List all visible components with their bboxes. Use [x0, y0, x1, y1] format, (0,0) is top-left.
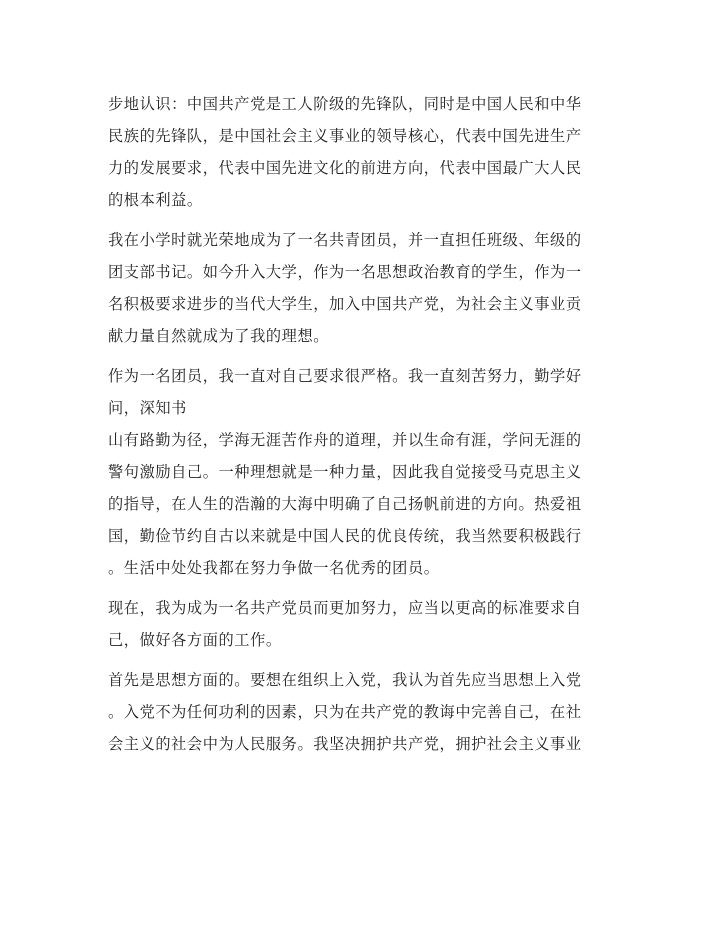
text-line: 力的发展要求，代表中国先进文化的前进方向，代表中国最广大人民: [108, 159, 582, 177]
text-line: 我在小学时就光荣地成为了一名共青团员，并一直担任班级、年级的: [108, 231, 582, 249]
text-line: 山有路勤为径，学海无涯苦作舟的道理，并以生命有涯，学问无涯的: [108, 431, 582, 449]
text-line: 。生活中处处我都在努力争做一名优秀的团员。: [108, 559, 440, 577]
text-line: 国，勤俭节约自古以来就是中国人民的优良传统，我当然要积极践行: [108, 527, 582, 545]
paragraph-3: [108, 360, 608, 584]
text-line: 警句激励自己。一种理想就是一种力量，因此我自觉接受马克思主义: [108, 463, 582, 481]
paragraph-4: [108, 592, 608, 656]
paragraph-1: [108, 88, 608, 216]
text-line: 的根本利益。: [108, 191, 203, 209]
text-line: 步地认识：中国共产党是工人阶级的先锋队，同时是中国人民和中华: [108, 95, 582, 113]
text-line: 问，深知书: [108, 399, 187, 417]
document-body: [108, 88, 608, 768]
text-line: 己，做好各方面的工作。: [108, 631, 282, 649]
paragraph-2: [108, 224, 608, 352]
text-line: 现在，我为成为一名共产党员而更加努力，应当以更高的标准要求自: [108, 599, 582, 617]
text-line: 献力量自然就成为了我的理想。: [108, 327, 330, 345]
text-line: 名积极要求进步的当代大学生，加入中国共产党，为社会主义事业贡: [108, 295, 582, 313]
text-line: 民族的先锋队，是中国社会主义事业的领导核心，代表中国先进生产: [108, 127, 582, 145]
paragraph-5: [108, 664, 608, 760]
text-line: 作为一名团员，我一直对自己要求很严格。我一直刻苦努力，勤学好: [108, 367, 582, 385]
text-line: 。入党不为任何功利的因素，只为在共产党的教诲中完善自己，在社: [108, 703, 582, 721]
text-line: 的指导，在人生的浩瀚的大海中明确了自己扬帆前进的方向。热爱祖: [108, 495, 582, 513]
text-line: 团支部书记。如今升入大学，作为一名思想政治教育的学生，作为一: [108, 263, 582, 281]
text-line: 首先是思想方面的。要想在组织上入党，我认为首先应当思想上入党: [108, 671, 582, 689]
text-line: 会主义的社会中为人民服务。我坚决拥护共产党，拥护社会主义事业: [108, 735, 582, 753]
